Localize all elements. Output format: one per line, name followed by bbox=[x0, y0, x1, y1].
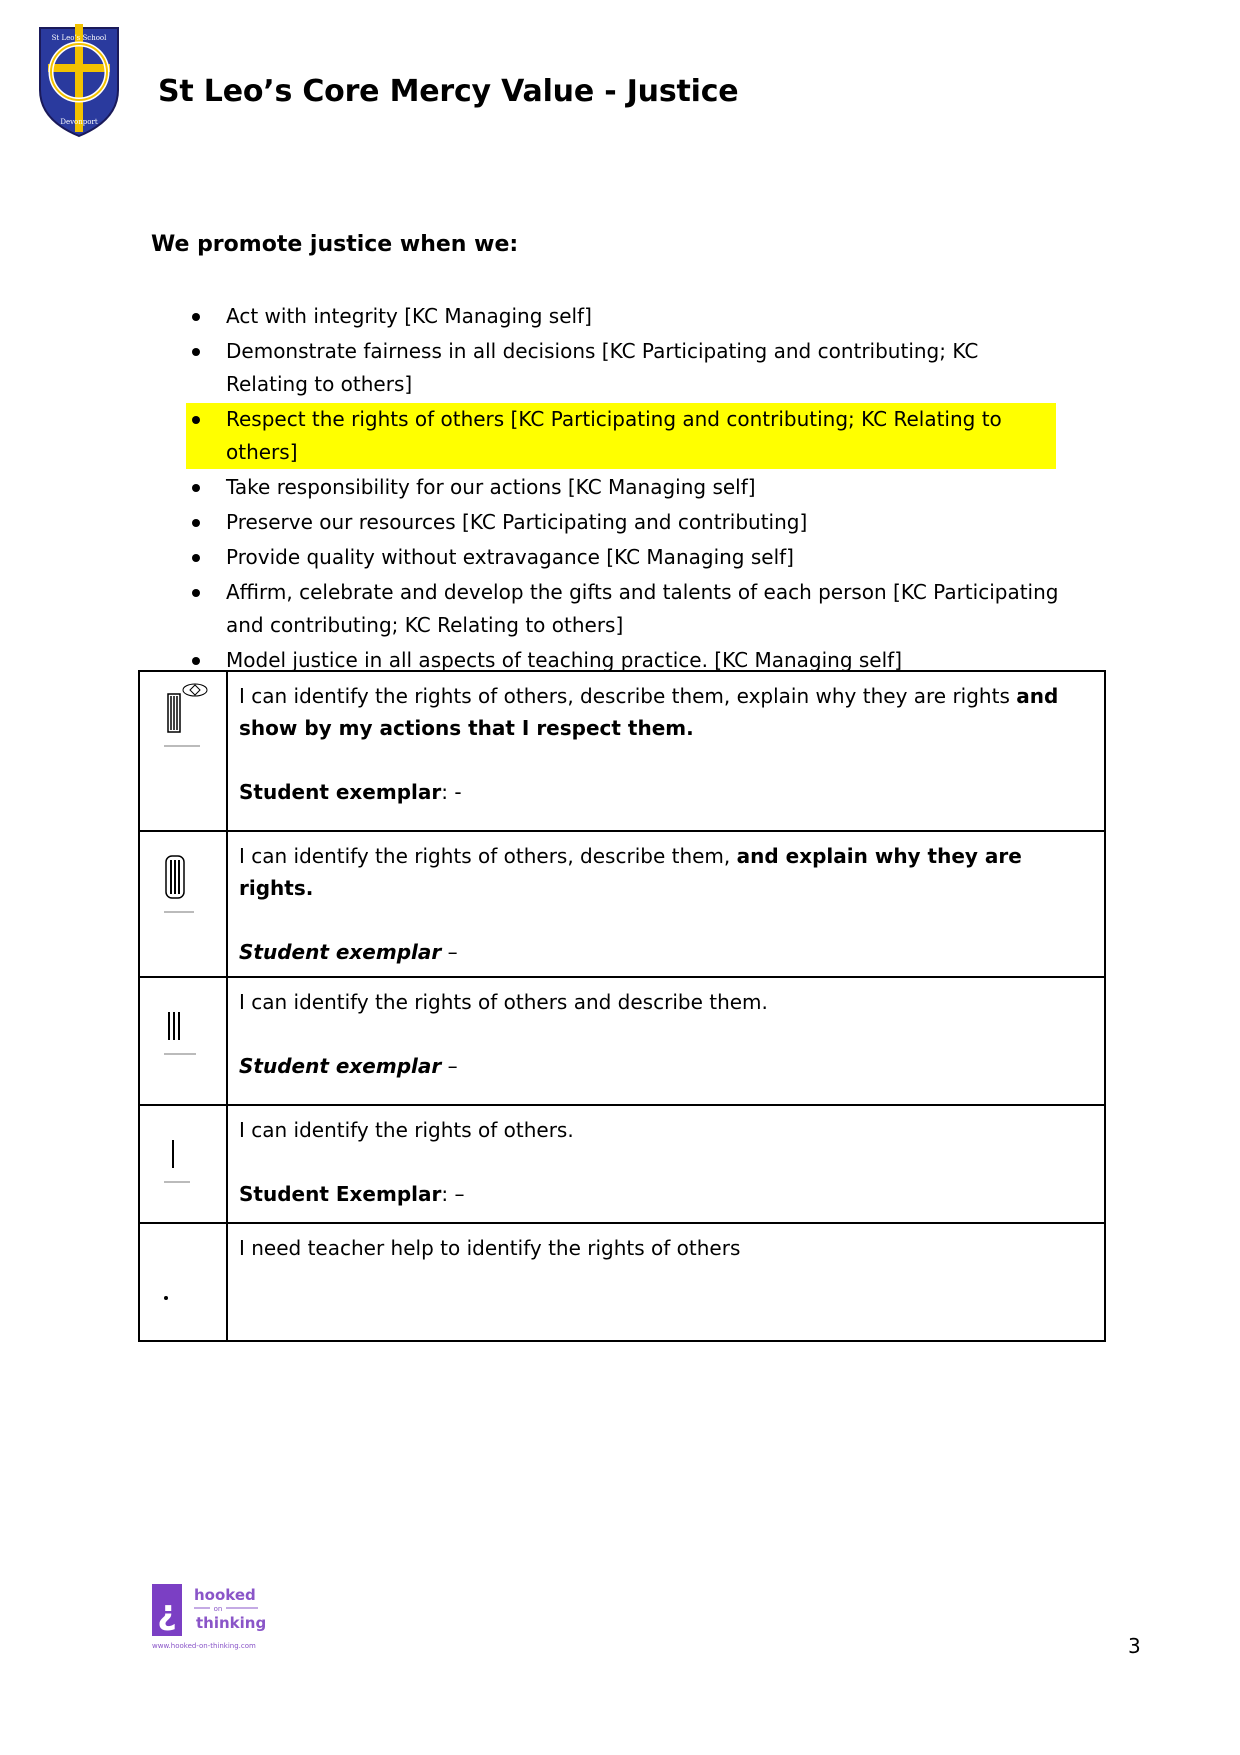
svg-text:hooked: hooked bbox=[194, 1586, 256, 1604]
level-icon-cell bbox=[139, 977, 227, 1105]
exemplar-label: Student exemplar bbox=[239, 940, 442, 964]
unistructural-icon bbox=[160, 1134, 210, 1194]
level-icon-cell bbox=[139, 1223, 227, 1341]
level-icon-cell bbox=[139, 671, 227, 831]
list-item-highlighted: Respect the rights of others [KC Participating and contributing; KC Relating to others] bbox=[186, 403, 1056, 469]
bullet-icon bbox=[192, 416, 200, 424]
svg-text:on: on bbox=[213, 1605, 223, 1613]
hooked-on-thinking-logo bbox=[150, 1582, 290, 1652]
list-item: Affirm, celebrate and develop the gifts and talents of each person [KC Participating and contributing; KC Relating to others] bbox=[186, 576, 1066, 642]
svg-text:thinking: thinking bbox=[196, 1614, 267, 1632]
table-row bbox=[139, 1223, 1105, 1341]
rubric-description: I need teacher help to identify the rights of others bbox=[227, 1223, 1105, 1341]
table-row bbox=[139, 1105, 1105, 1223]
list-item: Take responsibility for our actions [KC Managing self] bbox=[186, 471, 1066, 504]
prestructural-icon bbox=[160, 1290, 200, 1310]
crest-bottom-text: Devonport bbox=[60, 118, 98, 126]
rubric-description: I can identify the rights of others, describe them, and explain why they are rights. Student exemplar – bbox=[227, 831, 1105, 977]
exemplar-label: Student Exemplar bbox=[239, 1182, 442, 1206]
exemplar-label: Student exemplar bbox=[239, 1054, 442, 1078]
rubric-description: I can identify the rights of others, describe them, explain why they are rights and show by my actions that I respect them. Student exemplar: - bbox=[227, 671, 1105, 831]
bullet-icon bbox=[192, 554, 200, 562]
relational-icon bbox=[160, 850, 210, 920]
bullet-icon bbox=[192, 484, 200, 492]
solo-rubric-table bbox=[138, 670, 1106, 1342]
extended-abstract-icon bbox=[160, 680, 210, 750]
multistructural-icon bbox=[160, 1006, 210, 1066]
rubric-description: I can identify the rights of others and describe them. Student exemplar – bbox=[227, 977, 1105, 1105]
bullet-icon bbox=[192, 657, 200, 665]
svg-text:www.hooked-on-thinking.com: www.hooked-on-thinking.com bbox=[152, 1642, 256, 1650]
svg-text:¿: ¿ bbox=[157, 1593, 177, 1633]
page-number: 3 bbox=[1128, 1634, 1141, 1658]
list-item: Provide quality without extravagance [KC Managing self] bbox=[186, 541, 1066, 574]
level-icon-cell bbox=[139, 831, 227, 977]
bullet-icon bbox=[192, 313, 200, 321]
rubric-description: I can identify the rights of others. Student Exemplar: – bbox=[227, 1105, 1105, 1223]
crest-ring-text: St Leo’s School bbox=[51, 34, 107, 42]
list-item: Demonstrate fairness in all decisions [KC Participating and contributing; KC Relating to others] bbox=[186, 335, 1066, 401]
bullet-icon bbox=[192, 348, 200, 356]
justice-bullet-list bbox=[186, 300, 1066, 677]
level-icon-cell bbox=[139, 1105, 227, 1223]
list-item: Model justice in all aspects of teaching practice. [KC Managing self] bbox=[186, 644, 1066, 677]
intro-heading: We promote justice when we: bbox=[151, 232, 519, 257]
exemplar-label: Student exemplar bbox=[239, 780, 442, 804]
table-row bbox=[139, 831, 1105, 977]
table-row bbox=[139, 977, 1105, 1105]
bullet-icon bbox=[192, 519, 200, 527]
table-row bbox=[139, 671, 1105, 831]
list-item: Act with integrity [KC Managing self] bbox=[186, 300, 1066, 333]
bullet-icon bbox=[192, 589, 200, 597]
school-crest-logo bbox=[36, 20, 122, 138]
page-title: St Leo’s Core Mercy Value - Justice bbox=[158, 74, 739, 109]
list-item: Preserve our resources [KC Participating and contributing] bbox=[186, 506, 1066, 539]
